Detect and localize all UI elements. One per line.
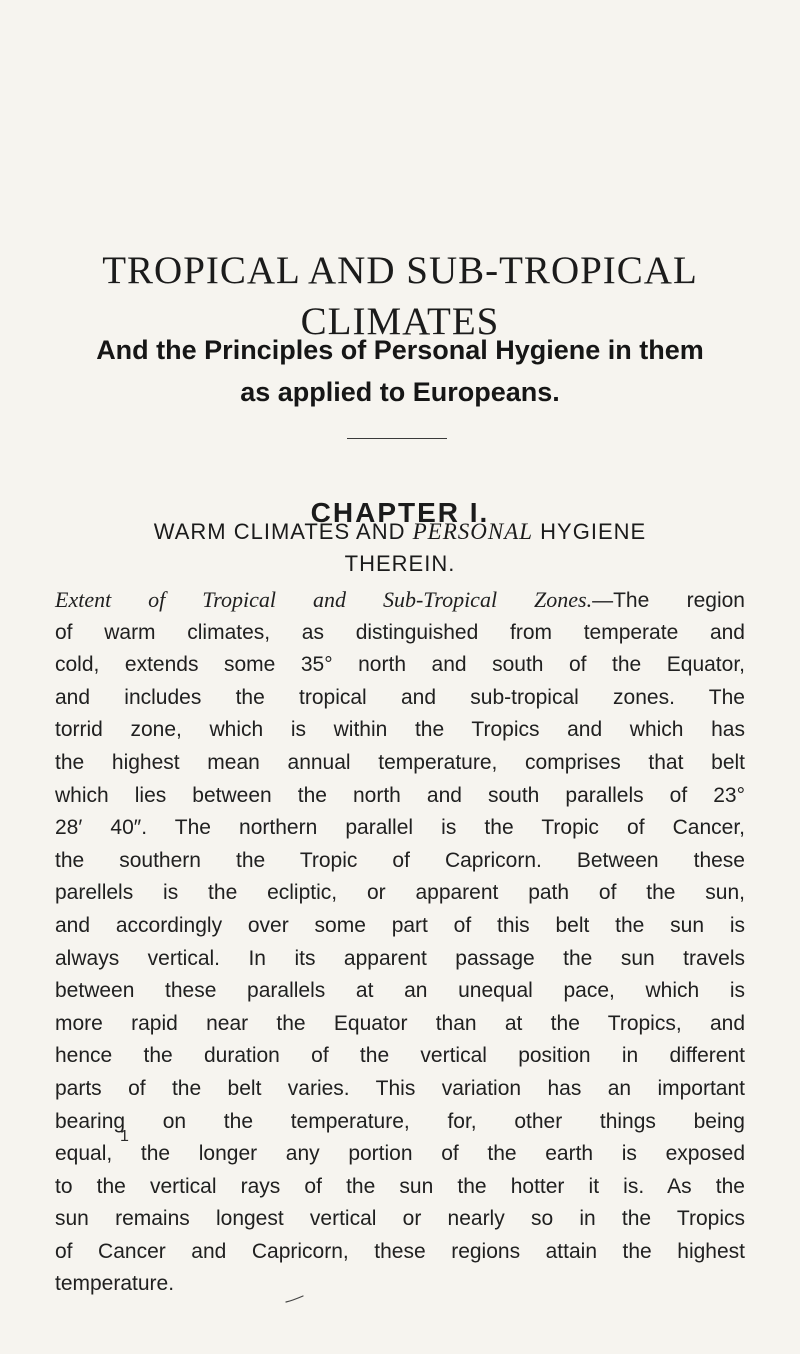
chapter-heading: CHAPTER I. [310, 497, 490, 529]
paragraph-line: equal, the longer any portion of the earth is exposed [55, 1142, 745, 1166]
paragraph-line: hence the duration of the vertical position in different [55, 1044, 745, 1068]
paragraph-line: cold, extends some 35° north and south of the Equator, [55, 653, 745, 677]
paragraph-line: parts of the belt varies. This variation has an important [55, 1076, 745, 1100]
paragraph-line: to the vertical rays of the sun the hotter it is. As the [55, 1174, 745, 1198]
paragraph-line: torrid zone, which is within the Tropics and which has [55, 718, 745, 742]
subtitle-line-2: as applied to Europeans. [240, 377, 560, 407]
paragraph-line: more rapid near the Equator than at the Tropics, and [55, 1011, 745, 1035]
paragraph-line: and accordingly over some part of this belt the sun is [55, 913, 745, 937]
paragraph-line: which lies between the north and south parallels of 23° [55, 783, 745, 807]
paragraph-line: of warm climates, as distinguished from temperate and [55, 620, 745, 644]
title-line-1: TROPICAL AND SUB-TROPICAL [102, 249, 698, 293]
paragraph-line: bearing on the temperature, for, other things being [55, 1109, 745, 1133]
subtitle-line-1: And the Principles of Personal Hygiene in them [96, 335, 704, 365]
section-divider [347, 438, 447, 439]
paragraph-line: sun remains longest vertical or nearly so in the Tropics [55, 1207, 745, 1231]
chapter-subheading-text-after: HYGIENE [533, 519, 647, 544]
paragraph-line: and includes the tropical and sub-tropical zones. The [55, 685, 745, 709]
paragraph-line [55, 584, 745, 617]
paragraph-line: always vertical. In its apparent passage the sun travels [55, 946, 745, 970]
body-paragraph [55, 584, 745, 1301]
paragraph-line: between these parallels at an unequal pace, which is [55, 979, 745, 1003]
paragraph-lead: Extent of Tropical and Sub-Tropical Zones. [55, 587, 593, 612]
paragraph-line: of Cancer and Capricorn, these regions attain the highest [55, 1239, 745, 1263]
chapter-subheading-italic-text: PERSONAL [412, 519, 534, 544]
paragraph-line: 28′ 40″. The northern parallel is the Tropic of Cancer, [55, 816, 745, 840]
paragraph-line-last: temperature. [55, 1272, 175, 1296]
title-line-2: CLIMATES [300, 300, 500, 344]
paragraph-line: parellels is the ecliptic, or apparent path of the sun, [55, 881, 745, 905]
chapter-subheading-text-before: WARM CLIMATES AND [153, 519, 413, 544]
paragraph-line: the highest mean annual temperature, comprises that belt [55, 750, 745, 774]
paragraph-line-text: —The region [592, 589, 745, 612]
page-number: 1 [120, 1128, 129, 1145]
chapter-subheading-line-1 [0, 520, 800, 543]
paragraph-line: the southern the Tropic of Capricorn. Between these [55, 848, 745, 872]
chapter-subheading-line-2: THEREIN. [344, 551, 456, 576]
decorative-mark-icon [285, 1295, 305, 1303]
